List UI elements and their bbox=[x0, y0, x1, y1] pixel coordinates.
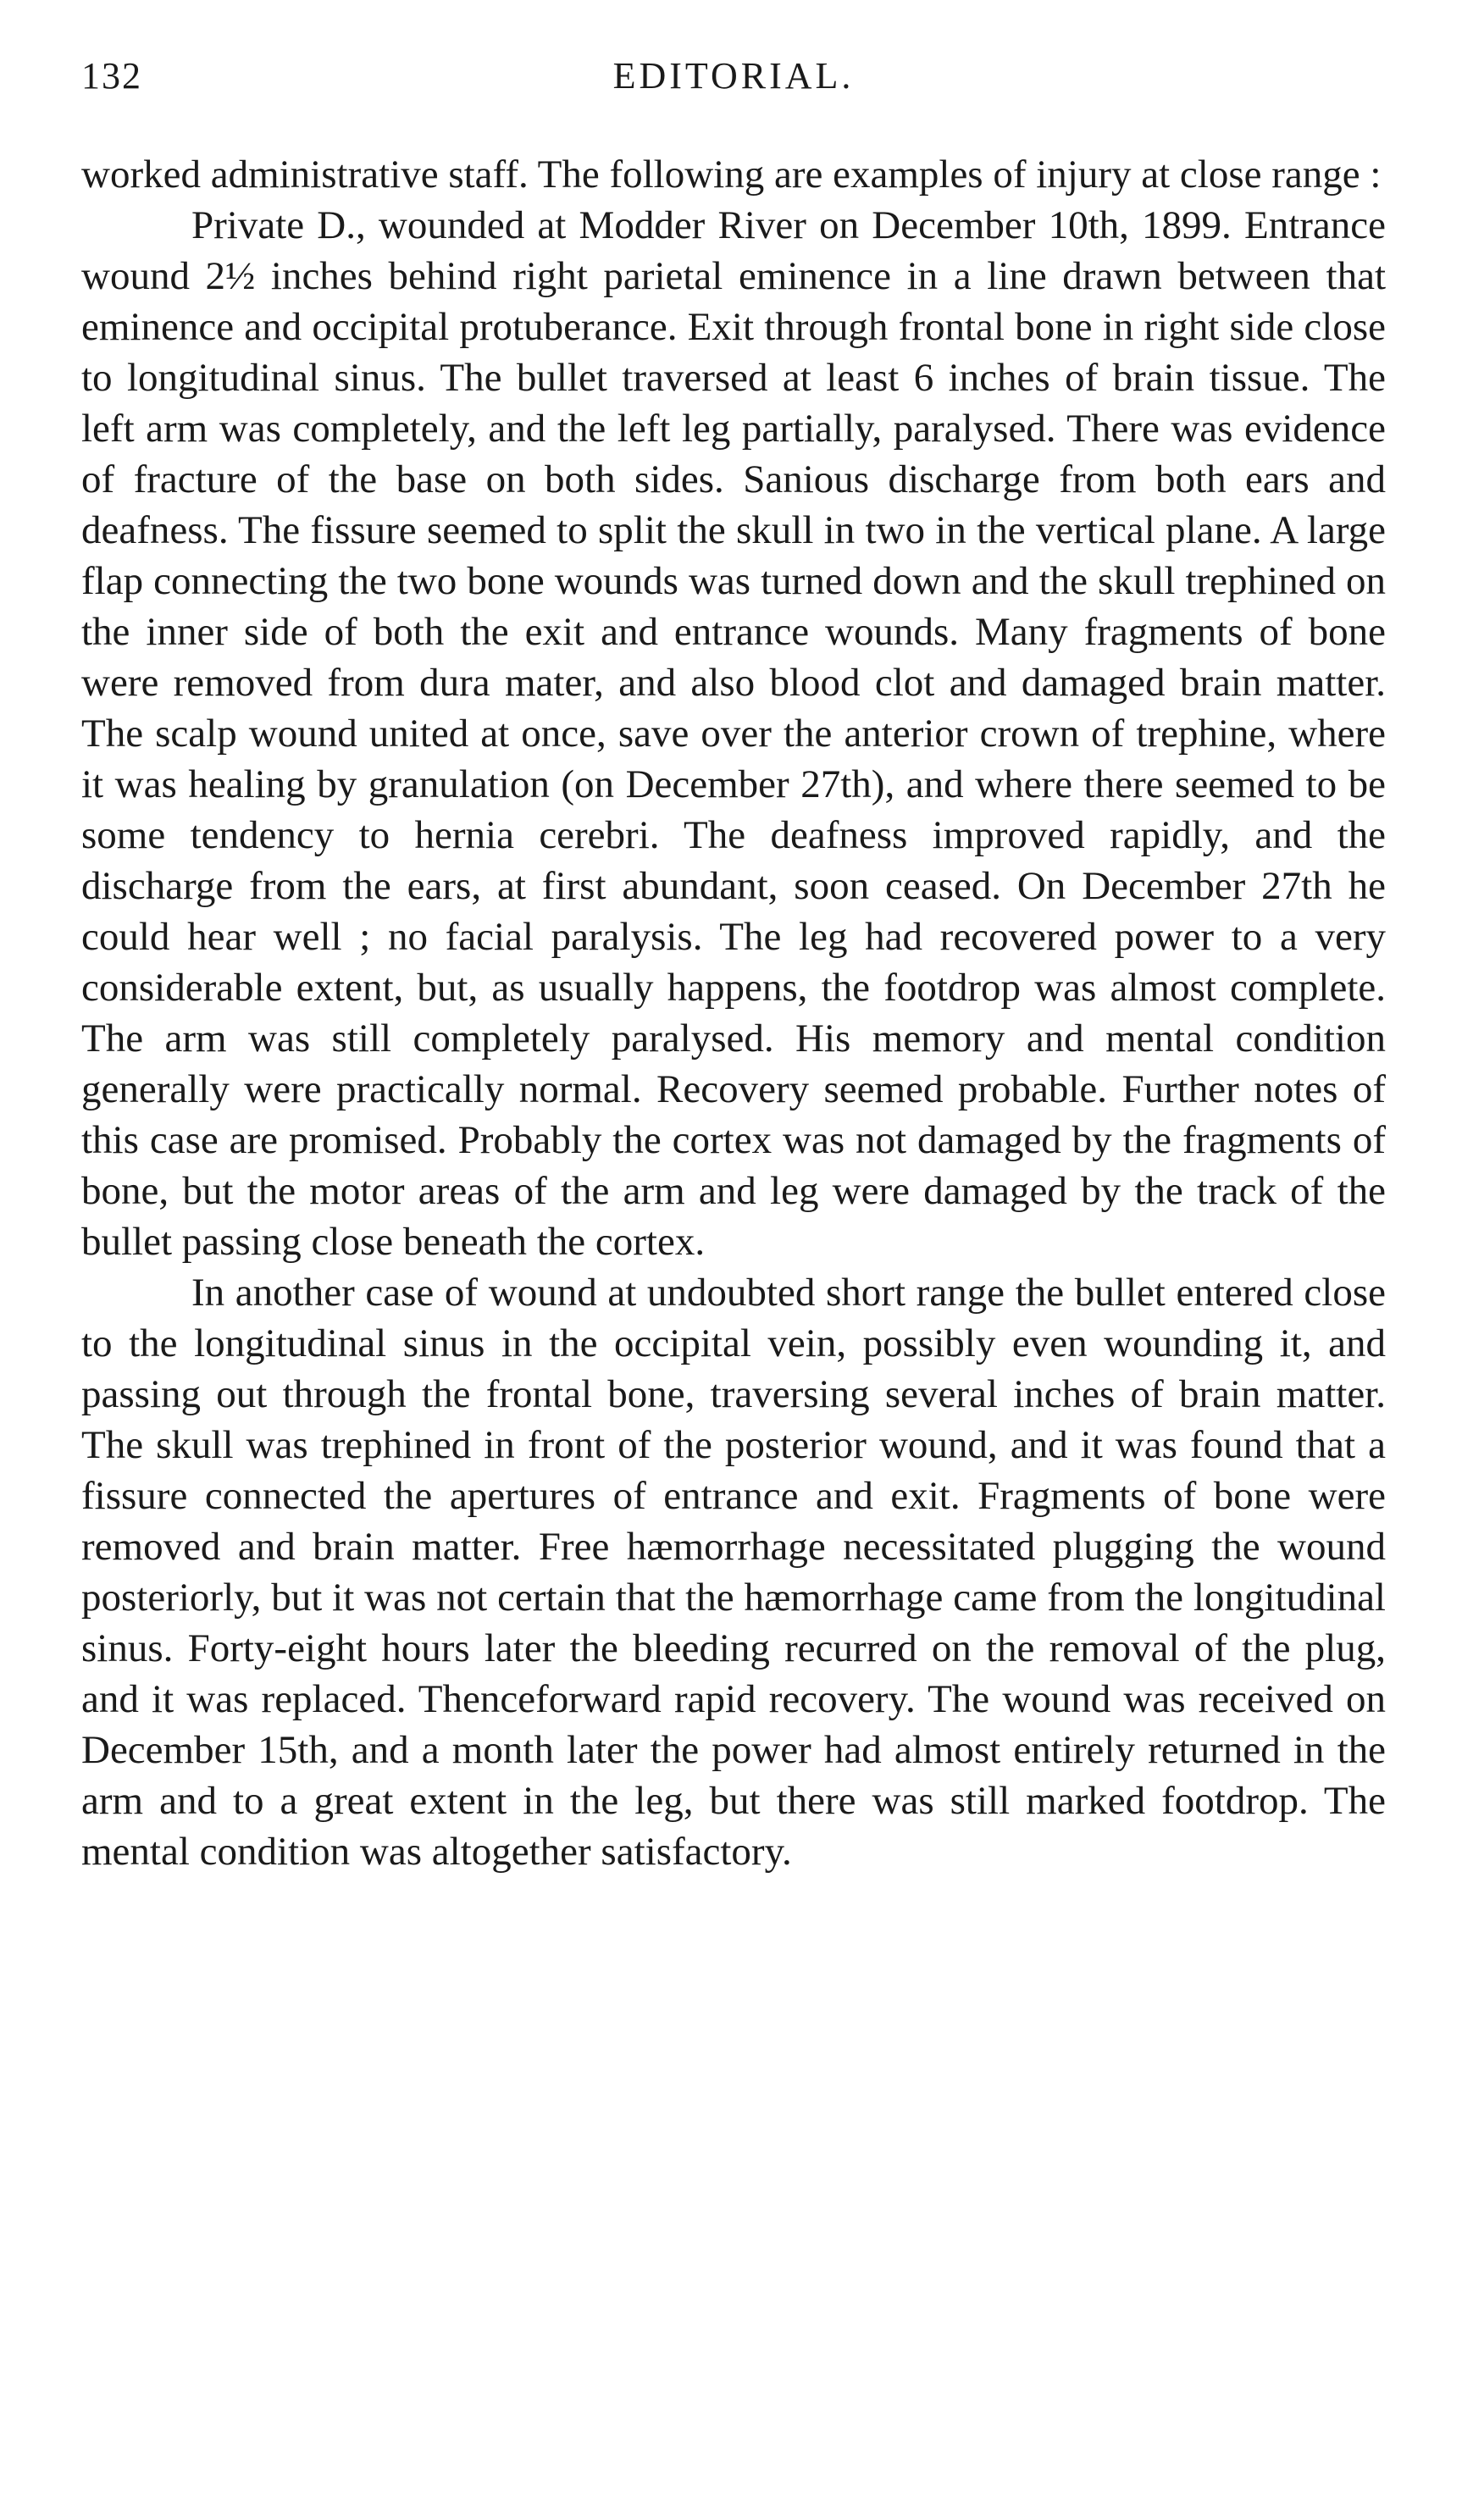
page bbox=[81, 54, 1386, 1877]
running-title: EDITORIAL. bbox=[612, 55, 855, 97]
paragraph-case-private-d: Private D., wounded at Modder River on December 10th, 1899. Entrance wound 2½ inches behind right parietal eminence in a line drawn between that eminence and occipital protuberance. Exit through frontal bone in right side close to longitudinal sinus. The bullet traversed at least 6 inches of brain tissue. The left arm was completely, and the left leg partially, paralysed. There was evidence of fracture of the base on both sides. Sanious discharge from both ears and deafness. The fissure seemed to split the skull in two in the vertical plane. A large flap connecting the two bone wounds was turned down and the skull trephined on the inner side of both the exit and entrance wounds. Many fragments of bone were removed from dura mater, and also blood clot and damaged brain matter. The scalp wound united at once, save over the anterior crown of trephine, where it was healing by granulation (on December 27th), and where there seemed to be some tendency to hernia cerebri. The deafness improved rapidly, and the discharge from the ears, at first abundant, soon ceased. On December 27th he could hear well ; no facial paralysis. The leg had recovered power to a very considerable extent, but, as usually happens, the footdrop was almost complete. The arm was still completely paralysed. His memory and mental condition generally were practically normal. Recovery seemed probable. Further notes of this case are promised. Probably the cortex was not damaged by the fragments of bone, but the motor areas of the arm and leg were damaged by the track of the bullet passing close beneath the cortex. bbox=[81, 203, 1386, 1264]
running-head bbox=[81, 54, 1386, 122]
paragraph-case-short-range: In another case of wound at undoubted short range the bullet entered close to the longitudinal sinus in the occipital vein, possibly even wounding it, and passing out through the frontal bone, traversing several inches of brain matter. The skull was trephined in front of the posterior wound, and it was found that a fissure connected the apertures of entrance and exit. Fragments of bone were removed and brain matter. Free hæmorrhage necessitated plugging the wound posteriorly, but it was not certain that the hæmorrhage came from the longitudinal sinus. Forty-eight hours later the bleeding recurred on the removal of the plug, and it was replaced. Thenceforward rapid recovery. The wound was received on December 15th, and a month later the power had almost entirely returned in the arm and to a great extent in the leg, but there was still marked footdrop. The mental condition was altogether satisfactory. bbox=[81, 1271, 1386, 1874]
paragraph-continuation: worked administrative staff. The following are examples of injury at close range : bbox=[81, 152, 1382, 197]
page-number: 132 bbox=[81, 55, 142, 97]
body-text bbox=[81, 149, 1386, 1877]
